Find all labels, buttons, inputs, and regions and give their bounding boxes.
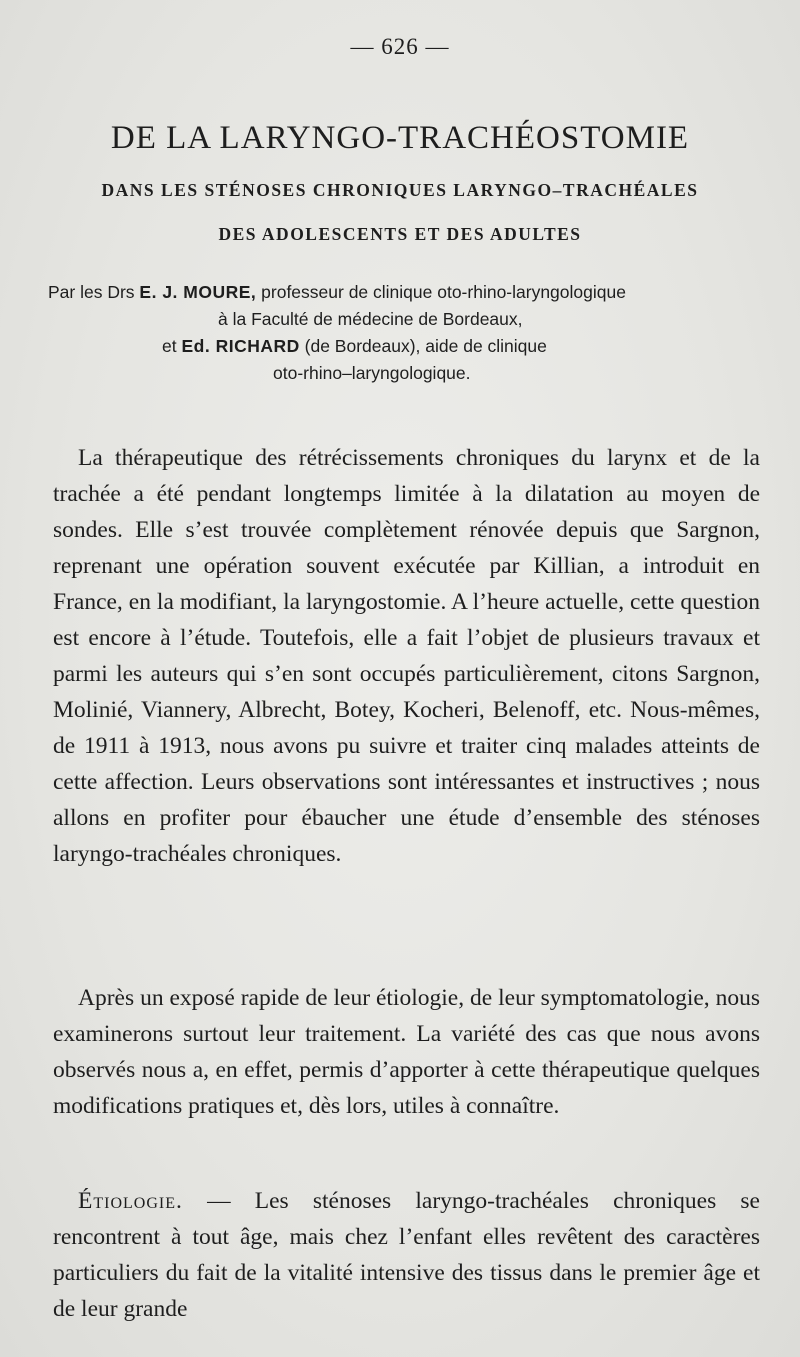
authors-line3 (162, 336, 547, 357)
section-heading-etiology: Étiologie. (78, 1188, 183, 1214)
authors-and: et (162, 336, 177, 356)
authors-line4: oto-rhino–laryngologique. (273, 363, 471, 383)
article-subtitle-line2: DES ADOLESCENTS ET DES ADULTES (218, 224, 582, 244)
article-title: DE LA LARYNGO-TRACHÉOSTOMIE (110, 120, 690, 156)
authors-line1 (48, 282, 626, 303)
article-subtitle-line1: DANS LES STÉNOSES CHRONIQUES LARYNGO–TRACHÉALES (101, 180, 699, 200)
authors-prefix: Par les Drs (48, 282, 135, 302)
page-number: — 626 — (350, 34, 450, 59)
authors-line2: à la Faculté de médecine de Bordeaux, (218, 309, 523, 329)
author-richard: Ed. RICHARD (181, 336, 300, 356)
paragraph-etiology (53, 1183, 760, 1327)
author-moure-title: professeur de clinique oto-rhino-laryngologique (261, 282, 626, 302)
paragraph-introduction: La thérapeutique des rétrécissements chroniques du larynx et de la trachée a été pendant longtemps limitée à la dilatation au moyen de sondes. Elle s’est trouvée complètement rénovée depuis que Sargnon, reprenant une opération souvent exécutée par Killian, a introduit en France, en la modifiant, la laryngostomie. A l’heure actuelle, cette question est encore à l’étude. Toutefois, elle a fait l’objet de plusieurs travaux et parmi les auteurs qui s’en sont occupés particulièrement, citons Sargnon, Molinié, Viannery, Albrecht, Botey, Kocheri, Belenoff, etc. Nous-mêmes, de 1911 à 1913, nous avons pu suivre et traiter cinq malades atteints de cette affection. Leurs observations sont intéressantes et instructives ; nous allons en profiter pour ébaucher une étude d’ensemble des sténoses laryngo-trachéales chroniques. (53, 445, 760, 867)
etiology-text: — Les sténoses laryngo-trachéales chroniques se rencontrent à tout âge, mais chez l’enfant elles revêtent des caractères particuliers du fait de la vitalité intensive des tissus dans le premier âge et de leur grande (53, 1188, 760, 1322)
author-moure: E. J. MOURE, (139, 282, 257, 302)
paragraph-plan: Après un exposé rapide de leur étiologie, de leur symptomatologie, nous examinerons surtout leur traitement. La variété des cas que nous avons observés nous a, en effet, permis d’apporter à cette thérapeutique quelques modifications pratiques et, dès lors, utiles à connaître. (53, 985, 760, 1119)
author-richard-title: (de Bordeaux), aide de clinique (304, 336, 547, 356)
